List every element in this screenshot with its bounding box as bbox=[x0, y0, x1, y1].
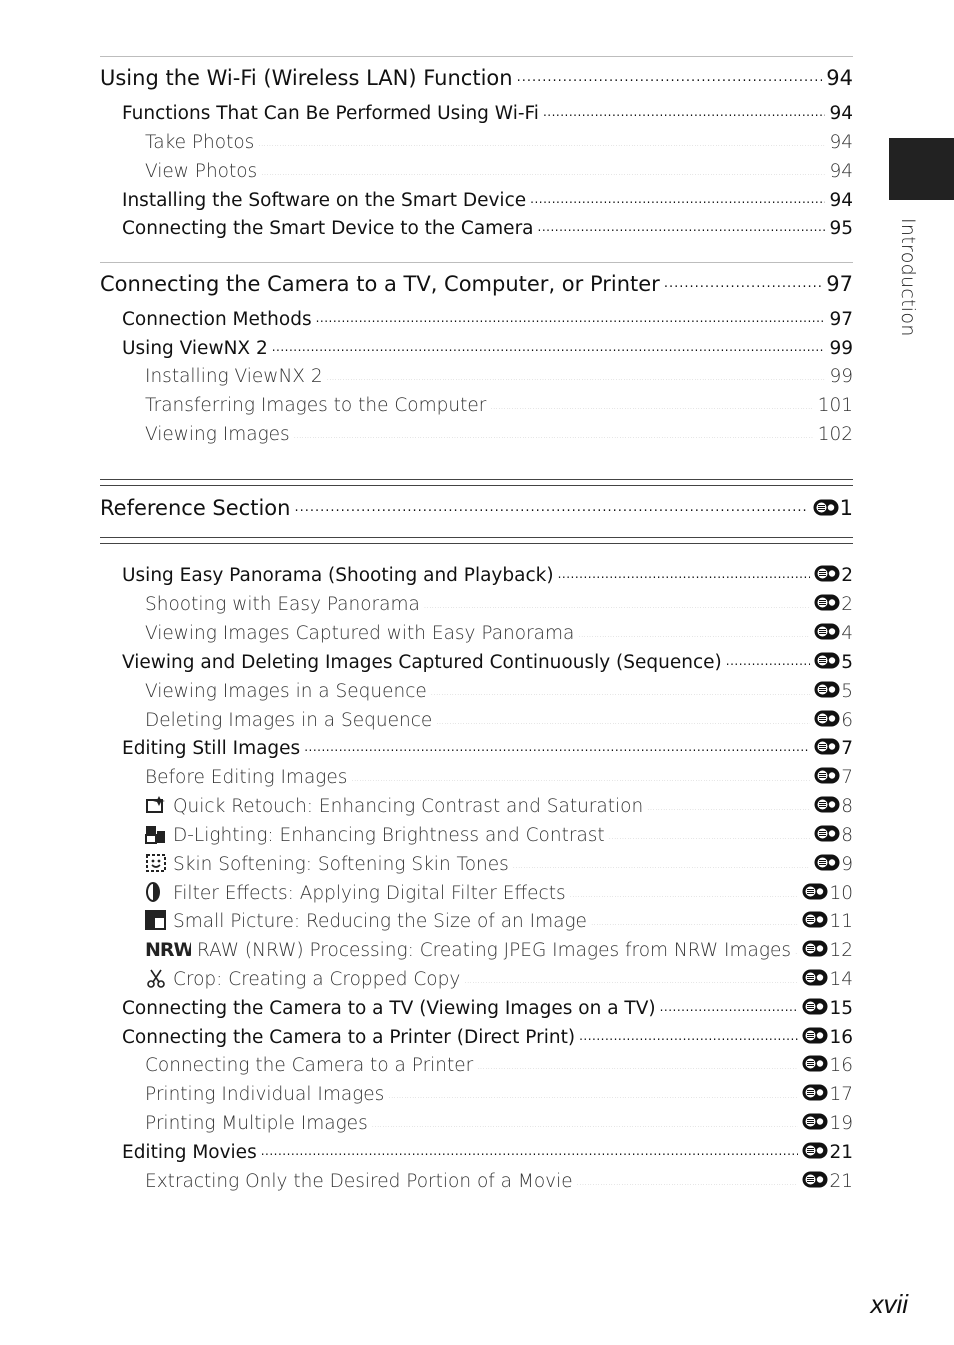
toc-entry[interactable] bbox=[0, 735, 853, 759]
toc-page bbox=[814, 796, 853, 817]
section-divider bbox=[100, 485, 853, 486]
reference-section-icon bbox=[814, 652, 840, 669]
toc-entry-label: Viewing Images bbox=[145, 423, 290, 445]
toc-page-number: 11 bbox=[829, 910, 853, 932]
reference-section-icon bbox=[814, 825, 840, 842]
toc-page-number: 1 bbox=[839, 496, 853, 520]
toc-entry[interactable] bbox=[0, 1024, 853, 1048]
toc-section-wifi[interactable] bbox=[0, 64, 853, 90]
reference-section-icon bbox=[813, 499, 839, 516]
toc-entry[interactable] bbox=[0, 335, 853, 359]
toc-leader bbox=[490, 392, 813, 411]
toc-leader bbox=[578, 620, 810, 639]
toc-entry-text: Viewing Images Captured with Easy Panorama bbox=[145, 622, 575, 644]
reference-section-icon bbox=[814, 623, 840, 640]
toc-entry-label bbox=[145, 968, 460, 990]
toc-entry[interactable] bbox=[0, 1110, 853, 1134]
reference-section-icon bbox=[802, 1142, 828, 1159]
toc-page: 101 bbox=[817, 394, 853, 416]
toc-entry-text: D-Lighting: Enhancing Brightness and Contrast bbox=[173, 824, 605, 846]
toc-leader bbox=[513, 851, 810, 870]
toc-entry-label: Transferring Images to the Computer bbox=[145, 394, 487, 416]
reference-section-icon bbox=[802, 911, 828, 928]
toc-entry-label: Functions That Can Be Performed Using Wi-Fi bbox=[122, 102, 539, 124]
toc-entry-label: Connecting the Smart Device to the Camera bbox=[122, 217, 534, 239]
toc-page: 94 bbox=[829, 102, 853, 124]
reference-section-icon bbox=[802, 883, 828, 900]
toc-leader bbox=[570, 880, 799, 899]
toc-leader bbox=[543, 100, 826, 119]
toc-section-title: Connecting the Camera to a TV, Computer, or Printer bbox=[100, 272, 660, 296]
toc-page bbox=[814, 710, 853, 731]
toc-page bbox=[814, 594, 853, 615]
reference-section-icon bbox=[802, 1027, 828, 1044]
toc-page-number: 16 bbox=[829, 1054, 853, 1076]
toc-leader bbox=[538, 215, 826, 234]
toc-page bbox=[802, 998, 853, 1019]
toc-entry[interactable] bbox=[0, 966, 853, 990]
toc-page-number: 8 bbox=[841, 795, 853, 817]
crop-icon bbox=[145, 968, 167, 988]
toc-page bbox=[802, 1113, 853, 1134]
toc-page bbox=[802, 1084, 853, 1105]
toc-entry-label bbox=[145, 795, 643, 817]
chapter-tab-label: Introduction bbox=[897, 218, 919, 337]
toc-entry-label bbox=[122, 1027, 575, 1048]
toc-page-number: 14 bbox=[829, 968, 853, 990]
chapter-tab bbox=[889, 138, 954, 200]
toc-page: 99 bbox=[829, 337, 853, 359]
toc-entry-label bbox=[145, 710, 432, 731]
toc-page bbox=[802, 1027, 853, 1048]
toc-entry-label bbox=[145, 681, 427, 702]
toc-leader bbox=[464, 966, 798, 985]
toc-leader bbox=[530, 187, 825, 206]
toc-page-number: 4 bbox=[841, 622, 853, 644]
toc-page: 94 bbox=[829, 131, 853, 153]
reference-section-icon bbox=[802, 1084, 828, 1101]
toc-entry-label: Using ViewNX 2 bbox=[122, 337, 268, 359]
toc-leader bbox=[258, 129, 825, 148]
toc-entry[interactable] bbox=[0, 158, 853, 182]
toc-entry-label bbox=[145, 767, 347, 788]
toc-section-connecting[interactable] bbox=[0, 270, 853, 296]
toc-entry[interactable] bbox=[0, 678, 853, 702]
reference-section-icon bbox=[814, 738, 840, 755]
reference-section-icon bbox=[802, 940, 828, 957]
toc-page-number: 7 bbox=[841, 737, 853, 759]
toc-page: 99 bbox=[829, 365, 853, 387]
toc-page bbox=[813, 496, 853, 520]
reference-section-icon bbox=[814, 767, 840, 784]
toc-leader bbox=[372, 1110, 799, 1129]
toc-page bbox=[814, 767, 853, 788]
toc-page bbox=[802, 883, 853, 904]
toc-leader bbox=[272, 335, 826, 354]
toc-entry[interactable] bbox=[0, 421, 853, 445]
toc-entry-label bbox=[122, 652, 722, 673]
toc-entry[interactable] bbox=[0, 880, 853, 904]
skin-softening-icon bbox=[145, 853, 167, 873]
reference-section-icon bbox=[814, 594, 840, 611]
toc-entry-text: Connecting the Camera to a TV (Viewing Images on a TV) bbox=[122, 997, 656, 1019]
toc-page bbox=[814, 652, 853, 673]
toc-page-number: 19 bbox=[829, 1112, 853, 1134]
toc-entry-label bbox=[122, 1142, 257, 1163]
toc-page-number: 17 bbox=[829, 1083, 853, 1105]
reference-section-icon bbox=[802, 1055, 828, 1072]
toc-entry[interactable] bbox=[0, 793, 853, 817]
toc-leader bbox=[477, 1052, 798, 1071]
toc-entry-label: View Photos bbox=[145, 160, 258, 182]
toc-leader bbox=[431, 678, 810, 697]
toc-entry-text: Using Easy Panorama (Shooting and Playback) bbox=[122, 564, 554, 586]
toc-leader bbox=[609, 822, 811, 841]
toc-entry-text: Editing Still Images bbox=[122, 737, 301, 759]
toc-leader bbox=[664, 270, 822, 291]
toc-leader bbox=[351, 764, 810, 783]
toc-leader bbox=[517, 64, 823, 85]
toc-page: 102 bbox=[817, 423, 853, 445]
toc-entry[interactable] bbox=[0, 392, 853, 416]
toc-entry-text: Deleting Images in a Sequence bbox=[145, 709, 433, 731]
reference-section-icon bbox=[814, 681, 840, 698]
toc-entry-text: Connecting the Camera to a Printer (Direct Print) bbox=[122, 1026, 576, 1048]
toc-entry-text: Before Editing Images bbox=[145, 766, 348, 788]
toc-leader bbox=[558, 562, 811, 581]
nrw-icon bbox=[145, 939, 191, 959]
toc-entry-label: Installing the Software on the Smart Device bbox=[122, 189, 527, 211]
toc-entry[interactable] bbox=[0, 100, 853, 124]
toc-entry-text: Printing Individual Images bbox=[145, 1083, 385, 1105]
reference-section-icon bbox=[802, 1113, 828, 1130]
section-divider bbox=[100, 537, 853, 538]
toc-page: 94 bbox=[829, 160, 853, 182]
toc-leader bbox=[294, 494, 808, 515]
toc-leader bbox=[294, 421, 814, 440]
toc-leader bbox=[591, 908, 799, 927]
toc-page-number: 12 bbox=[829, 939, 853, 961]
toc-entry-label bbox=[145, 1055, 473, 1076]
toc-entry-text: Shooting with Easy Panorama bbox=[145, 593, 420, 615]
toc-page bbox=[802, 940, 853, 961]
toc-leader bbox=[577, 1168, 799, 1187]
toc-entry-text: Skin Softening: Softening Skin Tones bbox=[173, 853, 509, 875]
toc-section-title: Reference Section bbox=[100, 496, 291, 520]
toc-entry[interactable] bbox=[0, 707, 853, 731]
toc-entry[interactable] bbox=[0, 129, 853, 153]
section-divider bbox=[100, 543, 853, 544]
toc-entry-label bbox=[145, 824, 605, 846]
toc-entry[interactable] bbox=[0, 306, 853, 330]
toc-leader bbox=[795, 937, 798, 956]
toc-entry-label bbox=[145, 939, 791, 961]
toc-page-number: 5 bbox=[841, 680, 853, 702]
toc-entry[interactable] bbox=[0, 822, 853, 846]
toc-entry-label bbox=[145, 1171, 573, 1192]
toc-page: 97 bbox=[829, 308, 853, 330]
toc-entry-label bbox=[145, 623, 574, 644]
toc-page-number: 21 bbox=[829, 1141, 853, 1163]
toc-page bbox=[814, 623, 853, 644]
svg-text:NRW: NRW bbox=[145, 938, 191, 959]
toc-page bbox=[814, 854, 853, 875]
small-picture-icon bbox=[145, 910, 167, 930]
section-divider bbox=[100, 56, 853, 57]
toc-entry-text: Crop: Creating a Cropped Copy bbox=[173, 968, 461, 990]
toc-page bbox=[802, 1142, 853, 1163]
toc-page-number: 2 bbox=[841, 593, 853, 615]
toc-page bbox=[814, 825, 853, 846]
toc-page bbox=[802, 1171, 853, 1192]
toc-page-number: 9 bbox=[841, 853, 853, 875]
toc-page bbox=[802, 911, 853, 932]
reference-section-icon bbox=[802, 1171, 828, 1188]
toc-entry[interactable] bbox=[0, 937, 853, 961]
toc-entry[interactable] bbox=[0, 1139, 853, 1163]
reference-section-icon bbox=[802, 969, 828, 986]
toc-entry[interactable] bbox=[0, 215, 853, 239]
toc-page bbox=[814, 565, 853, 586]
toc-entry-label: Installing ViewNX 2 bbox=[145, 365, 323, 387]
toc-page bbox=[814, 681, 853, 702]
reference-section-icon bbox=[814, 565, 840, 582]
toc-page: 94 bbox=[826, 66, 853, 90]
toc-page: 94 bbox=[829, 189, 853, 211]
toc-leader bbox=[726, 649, 810, 668]
toc-page-number: 16 bbox=[829, 1026, 853, 1048]
toc-leader bbox=[388, 1081, 798, 1100]
d-lighting-icon bbox=[145, 824, 167, 844]
toc-page-number: 15 bbox=[829, 997, 853, 1019]
toc-leader bbox=[647, 793, 810, 812]
reference-section-icon bbox=[814, 854, 840, 871]
toc-leader bbox=[261, 158, 825, 177]
toc-page-number: 6 bbox=[841, 709, 853, 731]
toc-entry-label bbox=[145, 910, 587, 932]
toc-page bbox=[802, 969, 853, 990]
toc-page-number: 5 bbox=[841, 651, 853, 673]
toc-entry-label bbox=[122, 565, 554, 586]
toc-entry[interactable] bbox=[0, 995, 853, 1019]
toc-leader bbox=[436, 707, 810, 726]
toc-page: 95 bbox=[829, 217, 853, 239]
toc-entry-label bbox=[122, 998, 656, 1019]
toc-entry-text: Viewing and Deleting Images Captured Continuously (Sequence) bbox=[122, 651, 722, 673]
toc-entry[interactable] bbox=[0, 187, 853, 211]
toc-leader bbox=[424, 591, 810, 610]
page-number: xvii bbox=[870, 1289, 908, 1319]
toc-entry[interactable] bbox=[0, 851, 853, 875]
toc-entry[interactable] bbox=[0, 562, 853, 586]
toc-leader bbox=[660, 995, 799, 1014]
toc-entry[interactable] bbox=[0, 620, 853, 644]
toc-page: 97 bbox=[826, 272, 853, 296]
toc-page-number: 21 bbox=[829, 1170, 853, 1192]
section-divider bbox=[100, 262, 853, 263]
toc-entry-text: Printing Multiple Images bbox=[145, 1112, 368, 1134]
reference-section-icon bbox=[814, 710, 840, 727]
toc-page-number: 10 bbox=[829, 882, 853, 904]
reference-section-icon bbox=[802, 998, 828, 1015]
toc-leader bbox=[316, 306, 826, 325]
toc-entry-label: Connection Methods bbox=[122, 308, 312, 330]
toc-entry-label: Take Photos bbox=[145, 131, 255, 153]
toc-page bbox=[802, 1055, 853, 1076]
toc-entry[interactable] bbox=[0, 363, 853, 387]
toc-page-number: 7 bbox=[841, 766, 853, 788]
toc-leader bbox=[327, 363, 826, 382]
reference-section-icon bbox=[814, 796, 840, 813]
toc-entry[interactable] bbox=[0, 764, 853, 788]
section-divider bbox=[100, 479, 853, 480]
toc-entry-label bbox=[145, 1113, 368, 1134]
quick-retouch-icon bbox=[145, 795, 167, 815]
toc-page-number: 8 bbox=[841, 824, 853, 846]
toc-leader bbox=[304, 735, 810, 754]
toc-entry-label bbox=[145, 594, 420, 615]
toc-entry-text: Editing Movies bbox=[122, 1141, 257, 1163]
toc-entry[interactable] bbox=[0, 908, 853, 932]
toc-entry-text: Viewing Images in a Sequence bbox=[145, 680, 427, 702]
toc-leader bbox=[261, 1139, 799, 1158]
toc-entry-text: Filter Effects: Applying Digital Filter Effects bbox=[173, 882, 566, 904]
toc-entry[interactable] bbox=[0, 649, 853, 673]
toc-section-reference[interactable] bbox=[0, 494, 853, 520]
toc-entry[interactable] bbox=[0, 1081, 853, 1105]
toc-entry-label bbox=[145, 1084, 384, 1105]
toc-entry-text: Small Picture: Reducing the Size of an Image bbox=[173, 910, 587, 932]
toc-section-title: Using the Wi-Fi (Wireless LAN) Function bbox=[100, 66, 513, 90]
toc-entry-label bbox=[122, 738, 300, 759]
toc-leader bbox=[579, 1024, 798, 1043]
toc-entry[interactable] bbox=[0, 1168, 853, 1192]
toc-entry-text: Quick Retouch: Enhancing Contrast and Saturation bbox=[173, 795, 644, 817]
toc-entry-label bbox=[145, 853, 509, 875]
filter-effects-icon bbox=[145, 882, 167, 902]
toc-entry-label bbox=[145, 882, 566, 904]
toc-entry-text: Connecting the Camera to a Printer bbox=[145, 1054, 474, 1076]
toc-page-number: 2 bbox=[841, 564, 853, 586]
toc-entry-text: Extracting Only the Desired Portion of a Movie bbox=[145, 1170, 573, 1192]
toc-entry[interactable] bbox=[0, 1052, 853, 1076]
toc-entry[interactable] bbox=[0, 591, 853, 615]
toc-entry-text: RAW (NRW) Processing: Creating JPEG Images from NRW Images bbox=[197, 939, 791, 961]
toc-page bbox=[814, 738, 853, 759]
